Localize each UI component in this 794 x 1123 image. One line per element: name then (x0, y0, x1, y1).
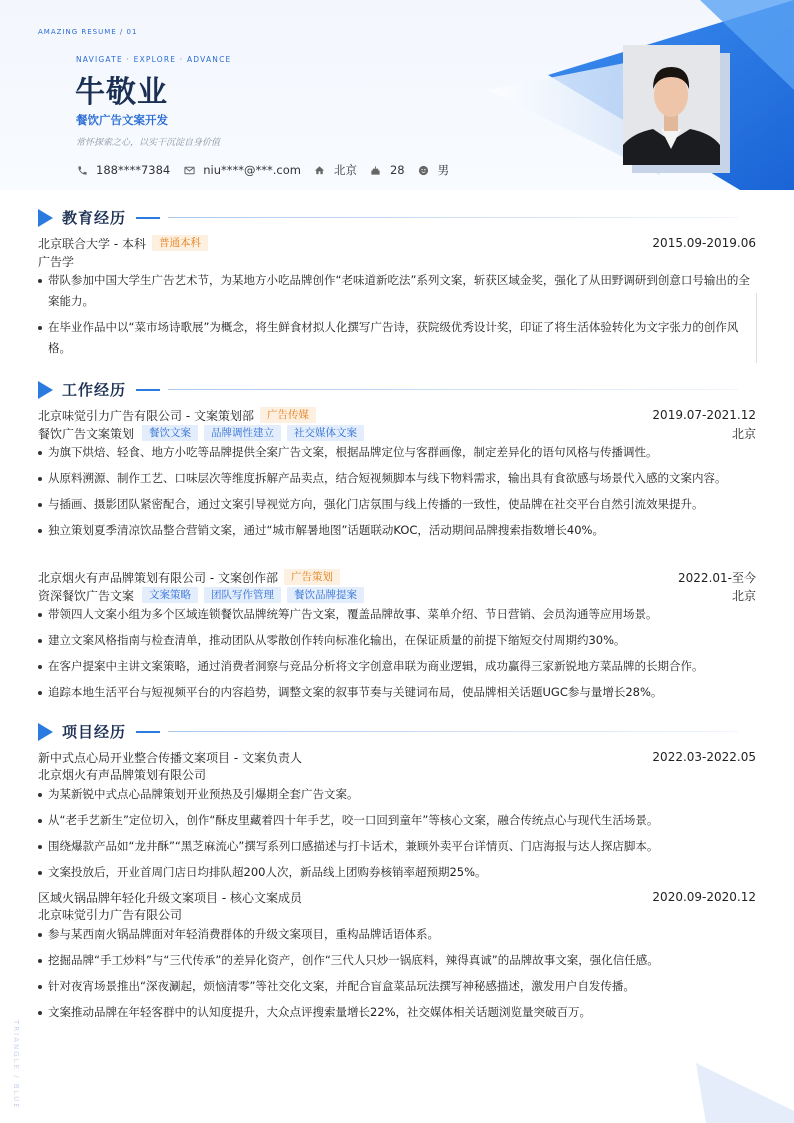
job-city: 北京 (731, 588, 756, 603)
list-item: 建立文案风格指南与检查清单，推动团队从零散创作转向标准化输出，在保证质量的前提下缩短交付周期约30%。 (38, 630, 756, 651)
project-1-bullets (38, 784, 756, 888)
resume-header (0, 0, 794, 190)
list-item: 追踪本地生活平台与短视频平台的内容趋势，调整文案的叙事节奏与关键词布局，使品牌相关话题UGC参与量增长28%。 (38, 682, 756, 703)
contact-city (314, 162, 357, 178)
list-item: 带队参加中国大学生广告艺术节，为某地方小吃品牌创作“老味道新吃法”系列文案，斩获区域金奖，强化了从田野调研到创意口号输出的全案能力。 (38, 270, 756, 312)
profile-photo (623, 45, 720, 165)
side-watermark: TRIANGLE / BLUE (12, 1020, 20, 1110)
section-projects-title (38, 721, 738, 742)
project-1-row (38, 748, 756, 766)
section-dash (136, 731, 160, 733)
list-item: 在毕业作品中以“菜市场诗歌展”为概念，将生鲜食材拟人化撰写广告诗，获院级优秀设计奖，印证了将生活体验转化为文字张力的创作风格。 (38, 317, 756, 359)
degree-tag: 普通本科 (152, 235, 208, 251)
section-education-title (38, 207, 738, 228)
project-2-row (38, 888, 756, 906)
list-item: 参与某西南火锅品牌面对年轻消费群体的升级文案项目，重构品牌话语体系。 (38, 924, 756, 945)
skill-tag: 品牌调性建立 (204, 425, 281, 441)
list-item: 文案推动品牌在年轻客群中的认知度提升，大众点评搜索量增长22%，社交媒体相关话题浏览量突破百万。 (38, 1002, 756, 1023)
gender-icon (418, 164, 430, 176)
job-1-role-row (38, 424, 756, 442)
skill-tag: 团队写作管理 (204, 587, 281, 603)
job-title: 餐饮广告文案开发 (76, 113, 168, 127)
list-item: 挖掘品牌“手工炒料”与“三代传承”的差异化资产，创作“三代人只炒一锅底料，辣得真诚”的品牌故事文案，强化信任感。 (38, 950, 756, 971)
education-row (38, 234, 756, 252)
list-item: 独立策划夏季清凉饮品整合营销文案，通过“城市解暑地图”话题联动KOC，活动期间品牌搜索指数增长40%。 (38, 520, 756, 541)
job-date: 2019.07-2021.12 (652, 408, 756, 422)
skill-tag: 社交媒体文案 (287, 425, 364, 441)
school-name: 北京联合大学 - 本科 (38, 236, 146, 251)
job-2-bullets (38, 604, 756, 708)
industry-tag: 广告策划 (284, 569, 340, 585)
job-2-role-row (38, 586, 756, 604)
section-title-text: 项目经历 (62, 723, 127, 741)
section-triangle-icon (38, 723, 53, 741)
list-item: 带领四人文案小组为多个区域连锁餐饮品牌统筹广告文案，覆盖品牌故事、菜单介绍、节日营销、会员沟通等应用场景。 (38, 604, 756, 625)
section-dash (136, 217, 160, 219)
section-title-text: 教育经历 (62, 209, 127, 227)
job-date: 2022.01-至今 (678, 570, 756, 585)
candidate-name: 牛敬业 (75, 75, 168, 110)
company-name: 北京味觉引力广告有限公司 - 文案策划部 (38, 408, 254, 423)
project-name: 新中式点心局开业整合传播文案项目 - 文案负责人 (38, 750, 302, 765)
project-company: 北京烟火有声品牌策划有限公司 (38, 768, 207, 782)
section-work-title (38, 379, 738, 400)
list-item: 针对夜宵场景推出“深夜涮起，烦恼清零”等社交化文案，并配合盲盒菜品玩法撰写神秘感描述，激发用户自发传播。 (38, 976, 756, 997)
slogan: NAVIGATE · EXPLORE · ADVANCE (76, 55, 232, 64)
job-role: 餐饮广告文案策划 (38, 426, 135, 441)
section-divider (168, 731, 738, 732)
mail-icon (183, 164, 195, 176)
industry-tag: 广告传媒 (260, 407, 316, 423)
side-bar (756, 293, 757, 363)
project-date: 2022.03-2022.05 (652, 750, 756, 764)
project-company: 北京味觉引力广告有限公司 (38, 908, 183, 922)
section-divider (168, 389, 738, 390)
job-role: 资深餐饮广告文案 (38, 588, 135, 603)
corner-triangle-decoration (696, 1063, 794, 1123)
list-item: 文案投放后，开业首周门店日均排队超200人次，新品线上团购券核销率超预期25%。 (38, 862, 756, 883)
section-title-text: 工作经历 (62, 381, 127, 399)
top-tag: AMAZING RESUME / 01 (38, 28, 138, 36)
section-divider (168, 217, 738, 218)
cake-icon (370, 164, 382, 176)
education-date: 2015.09-2019.06 (652, 236, 756, 250)
project-name: 区域火锅品牌年轻化升级文案项目 - 核心文案成员 (38, 890, 302, 905)
contact-gender (418, 162, 450, 178)
list-item: 与插画、摄影团队紧密配合，通过文案引导视觉方向，强化门店氛围与线上传播的一致性，使品牌在社交平台自然引流效果提升。 (38, 494, 756, 515)
contact-list (76, 162, 462, 178)
list-item: 在客户提案中主讲文案策略，通过消费者洞察与竞品分析将文字创意串联为商业逻辑，成功赢得三家新锐地方菜品牌的长期合作。 (38, 656, 756, 677)
list-item: 围绕爆款产品如“龙井酥”“黑芝麻流心”撰写系列口感描述与打卡话术，兼顾外卖平台详情页、门店海报与达人探店脚本。 (38, 836, 756, 857)
major: 广告学 (38, 255, 75, 269)
phone-text: 188****7384 (96, 163, 171, 177)
job-1-bullets (38, 442, 756, 546)
job-1-row (38, 406, 756, 424)
age-text: 28 (389, 163, 405, 177)
project-2-bullets (38, 924, 756, 1028)
list-item: 从“老手艺新生”定位切入，创作“酥皮里藏着四十年手艺，咬一口回到童年”等核心文案，融合传统点心与现代生活场景。 (38, 810, 756, 831)
project-date: 2020.09-2020.12 (652, 890, 756, 904)
list-item: 从原料溯源、制作工艺、口味层次等维度拆解产品卖点，结合短视频脚本与线下物料需求，输出具有食欲感与场景代入感的文案内容。 (38, 468, 756, 489)
section-triangle-icon (38, 209, 53, 227)
motto: 常怀探索之心，以实干沉淀自身价值 (76, 138, 221, 148)
section-triangle-icon (38, 381, 53, 399)
job-city: 北京 (731, 426, 756, 441)
contact-age (370, 163, 405, 177)
skill-tag: 餐饮品牌提案 (287, 587, 364, 603)
city-text: 北京 (333, 163, 357, 177)
phone-icon (76, 164, 88, 176)
contact-phone (76, 163, 170, 177)
list-item: 为旗下烘焙、轻食、地方小吃等品牌提供全案广告文案，根据品牌定位与客群画像，制定差异化的语句风格与传播调性。 (38, 442, 756, 463)
education-bullets (38, 270, 756, 364)
email-text: niu****@***.com (203, 163, 301, 177)
skill-tag: 餐饮文案 (142, 425, 198, 441)
company-name: 北京烟火有声品牌策划有限公司 - 文案创作部 (38, 570, 278, 585)
list-item: 为某新锐中式点心品牌策划开业预热及引爆期全套广告文案。 (38, 784, 756, 805)
gender-text: 男 (437, 163, 450, 177)
skill-tag: 文案策略 (142, 587, 198, 603)
contact-email (183, 163, 301, 177)
home-icon (314, 164, 326, 176)
section-dash (136, 389, 160, 391)
job-2-row (38, 568, 756, 586)
